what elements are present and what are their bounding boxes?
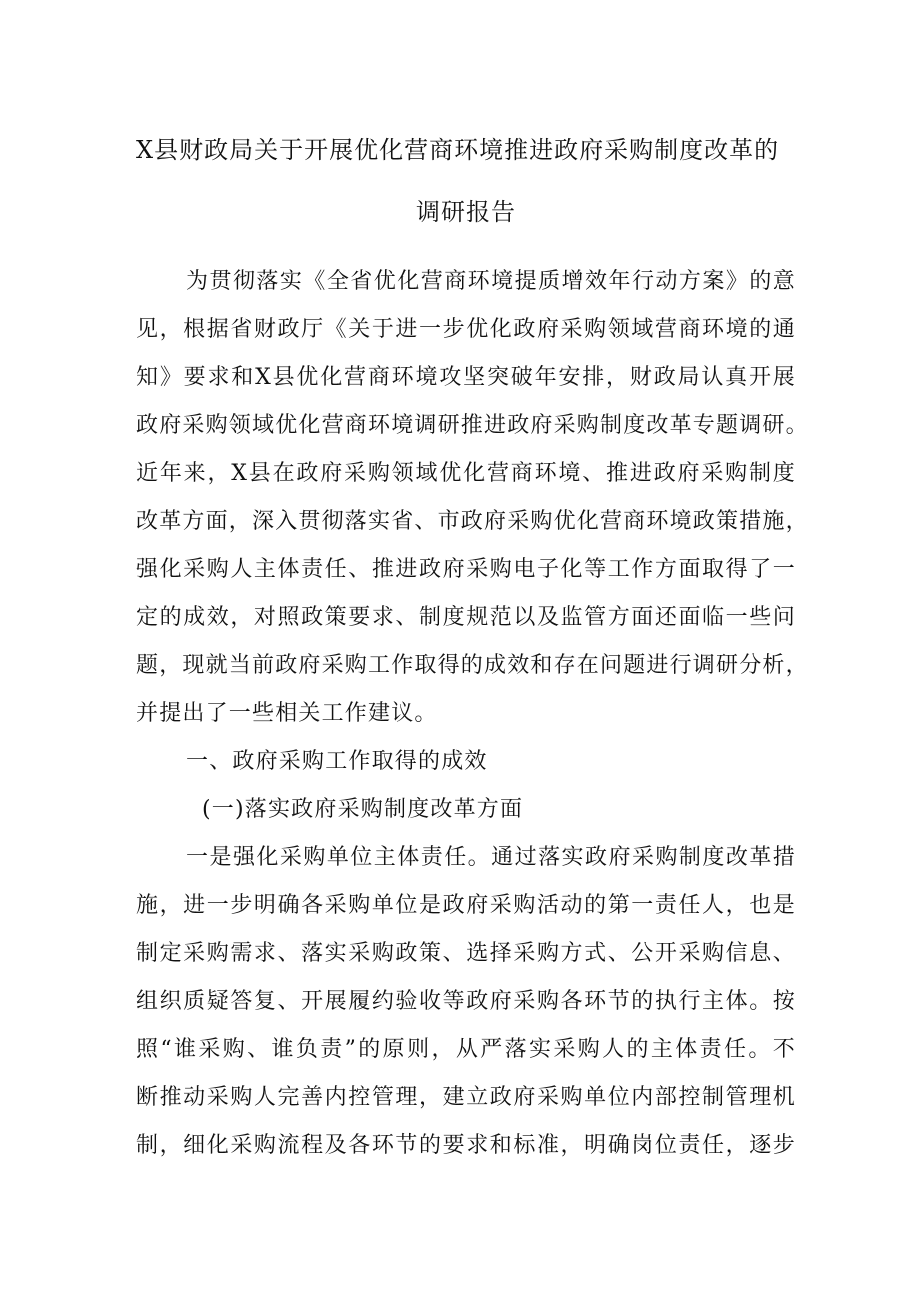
document-title-line-2: 调研报告 bbox=[416, 198, 516, 226]
paragraph-2-line: 照“谁采购、谁负责”的原则，从严落实采购人的主体责任。不 bbox=[136, 1037, 796, 1062]
paragraph-1-line: 近年来，X县在政府采购领域优化营商环境、推进政府采购制度 bbox=[136, 461, 796, 486]
paragraph-2-line: 制，细化采购流程及各环节的要求和标准，明确岗位责任，逐步 bbox=[136, 1133, 796, 1158]
paragraph-1-line: 见，根据省财政厅《关于进一步优化政府采购领域营商环境的通 bbox=[136, 317, 796, 342]
paragraph-1-line: 并提出了一些相关工作建议。 bbox=[136, 701, 438, 726]
paragraph-2-line: 断推动采购人完善内控管理，建立政府采购单位内部控制管理机 bbox=[136, 1085, 796, 1110]
document-body bbox=[136, 258, 809, 1170]
paragraph-2-line: 施，进一步明确各采购单位是政府采购活动的第一责任人，也是 bbox=[136, 893, 796, 918]
paragraph-1-line: 题，现就当前政府采购工作取得的成效和存在问题进行调研分析， bbox=[136, 653, 809, 678]
paragraph-1-line: 政府采购领域优化营商环境调研推进政府采购制度改革专题调研。 bbox=[136, 413, 809, 438]
paragraph-1-line: 为贯彻落实《全省优化营商环境提质增效年行动方案》的意 bbox=[186, 269, 796, 294]
section-heading-1: 一、政府采购工作取得的成效 bbox=[186, 749, 488, 774]
paragraph-2-line: 一是强化采购单位主体责任。通过落实政府采购制度改革措 bbox=[186, 845, 796, 870]
paragraph-1-line: 知》要求和X县优化营商环境攻坚突破年安排，财政局认真开展 bbox=[136, 365, 796, 390]
document-title-line-1: X县财政局关于开展优化营商环境推进政府采购制度改革的 bbox=[136, 136, 780, 164]
paragraph-2-line: 组织质疑答复、开展履约验收等政府采购各环节的执行主体。按 bbox=[136, 989, 796, 1014]
paragraph-1-line: 改革方面，深入贯彻落实省、市政府采购优化营商环境政策措施， bbox=[136, 509, 809, 534]
section-heading-2: (一)落实政府采购制度改革方面 bbox=[202, 797, 524, 822]
paragraph-2-line: 制定采购需求、落实采购政策、选择采购方式、公开采购信息、 bbox=[136, 941, 796, 966]
paragraph-1-line: 强化采购人主体责任、推进政府采购电子化等工作方面取得了一 bbox=[136, 557, 796, 582]
paragraph-1-line: 定的成效，对照政策要求、制度规范以及监管方面还面临一些问 bbox=[136, 605, 796, 630]
